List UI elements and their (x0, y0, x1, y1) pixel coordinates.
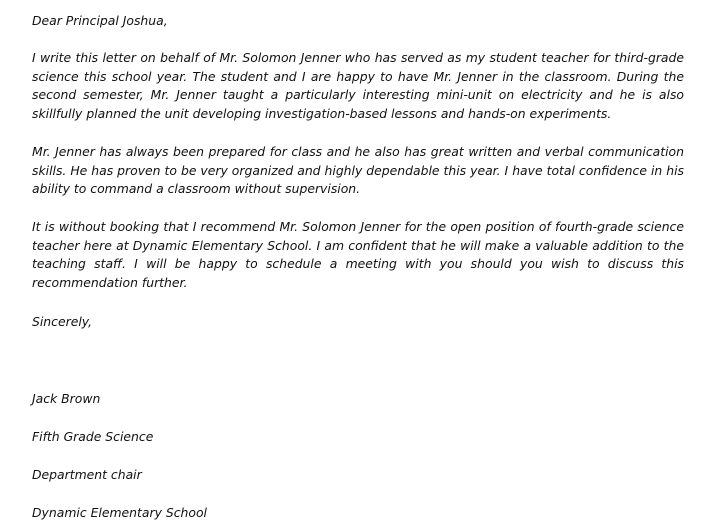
letter-paragraph-2: Mr. Jenner has always been prepared for class and he also has great written and verbal communication skills. He has proven to be very organized and highly dependable this year. I have total confidence in his ability to command a classroom without supervision. (32, 144, 684, 197)
signature-school: Dynamic Elementary School (32, 505, 207, 520)
signature-title: Fifth Grade Science (32, 429, 154, 444)
letter-greeting: Dear Principal Joshua, (32, 13, 168, 28)
signature-department-role: Department chair (32, 467, 142, 482)
signature-name: Jack Brown (32, 391, 101, 406)
letter-paragraph-3: It is without booking that I recommend Mr. Solomon Jenner for the open position of fourth-grade science teacher here at Dynamic Elementary School. I am confident that he will make a valuable addition to the teaching staff. I will be happy to schedule a meeting with you should you wish to discuss this recommendation further. (32, 219, 684, 291)
letter-closing: Sincerely, (32, 314, 93, 329)
letter-paragraph-1: I write this letter on behalf of Mr. Solomon Jenner who has served as my student teacher for third-grade science this school year. The student and I are happy to have Mr. Jenner in the classroom. During the second semester, Mr. Jenner taught a particularly interesting mini-unit on electricity and he is also skillfully planned the unit developing investigation-based lessons and hands-on experiments. (32, 50, 684, 122)
